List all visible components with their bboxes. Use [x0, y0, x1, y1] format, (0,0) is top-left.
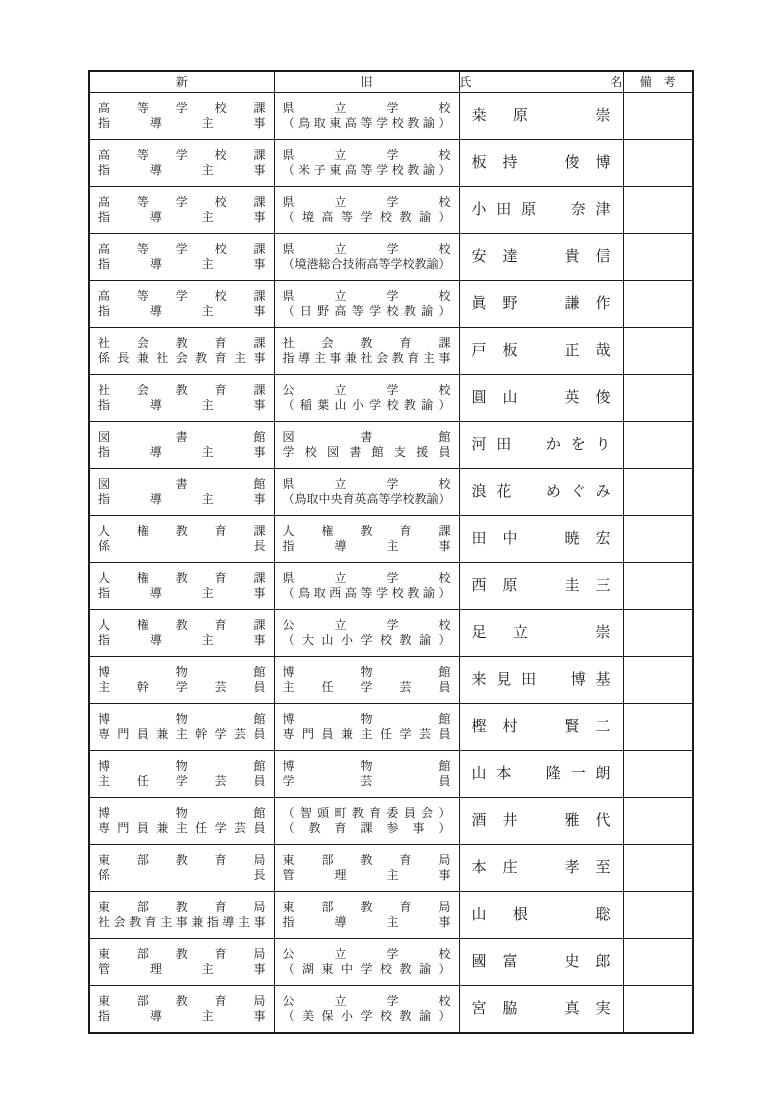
person-name: 宮脇 真実 [471, 1001, 611, 1017]
table-row [89, 751, 693, 798]
remarks-cell [623, 610, 693, 657]
remarks-cell [623, 845, 693, 892]
table-row [89, 281, 693, 328]
old-position-line1: 県立学校 [282, 289, 451, 303]
new-position-cell [89, 328, 274, 375]
remarks-cell [623, 281, 693, 328]
old-position-cell [274, 986, 459, 1034]
old-position-line2: （稲葉山小学校教諭） [282, 398, 451, 412]
person-name: 桒原 崇 [471, 108, 611, 124]
old-position-line1: 公立学校 [282, 383, 451, 397]
person-name: 安達 貴信 [471, 249, 611, 265]
name-cell [459, 610, 623, 657]
personnel-table [88, 70, 694, 1034]
new-position-cell [89, 469, 274, 516]
table-row [89, 657, 693, 704]
old-position-cell [274, 516, 459, 563]
remarks-cell [623, 657, 693, 704]
new-position-cell [89, 798, 274, 845]
header-remarks: 備 考 [623, 71, 693, 93]
person-name: 河田 かをり [471, 437, 611, 453]
old-position-line1: 東部教育局 [282, 900, 451, 914]
new-position-line2: 指導主事 [98, 210, 266, 224]
person-name: 浪花 めぐみ [471, 484, 611, 500]
old-position-line1: 公立学校 [282, 994, 451, 1008]
new-position-cell [89, 516, 274, 563]
old-position-cell [274, 563, 459, 610]
new-position-cell [89, 281, 274, 328]
new-position-cell [89, 610, 274, 657]
new-position-cell [89, 845, 274, 892]
new-position-line2: 社会教育主事兼指導主事 [98, 915, 266, 929]
new-position-line2: 係長 [98, 539, 266, 553]
new-position-cell [89, 657, 274, 704]
remarks-cell [623, 704, 693, 751]
header-row [89, 71, 693, 93]
person-name: 樫村 賢二 [471, 719, 611, 735]
person-name: 小田原 奈津 [471, 202, 611, 218]
remarks-cell [623, 892, 693, 939]
name-cell [459, 234, 623, 281]
old-position-line2: （湖東中学校教諭） [282, 962, 451, 976]
remarks-cell [623, 187, 693, 234]
table-row [89, 845, 693, 892]
old-position-line2: 専門員兼主任学芸員 [282, 727, 451, 741]
table-row [89, 986, 693, 1034]
person-name: 来見田 博基 [471, 672, 611, 688]
new-position-cell [89, 939, 274, 986]
remarks-cell [623, 986, 693, 1034]
person-name: 圓山 英俊 [471, 390, 611, 406]
old-position-cell [274, 798, 459, 845]
new-position-cell [89, 563, 274, 610]
old-position-line1: 公立学校 [282, 618, 451, 632]
name-cell [459, 328, 623, 375]
old-position-line1: 県立学校 [282, 195, 451, 209]
new-position-line1: 人権教育課 [98, 618, 266, 632]
old-position-line2: 指導主事 [282, 915, 451, 929]
old-position-cell [274, 892, 459, 939]
new-position-cell [89, 140, 274, 187]
remarks-cell [623, 798, 693, 845]
new-position-line1: 図書館 [98, 477, 266, 491]
name-cell [459, 281, 623, 328]
remarks-cell [623, 469, 693, 516]
old-position-line2: 指導主事 [282, 539, 451, 553]
old-position-line1: 公立学校 [282, 947, 451, 961]
remarks-cell [623, 422, 693, 469]
table-row [89, 892, 693, 939]
old-position-cell [274, 610, 459, 657]
old-position-line1: 人権教育課 [282, 524, 451, 538]
new-position-cell [89, 422, 274, 469]
new-position-line1: 博物館 [98, 712, 266, 726]
table-row [89, 939, 693, 986]
old-position-cell [274, 751, 459, 798]
new-position-line1: 社会教育課 [98, 336, 266, 350]
new-position-line1: 高等学校課 [98, 195, 266, 209]
old-position-line2: （鳥取東高等学校教諭） [282, 116, 451, 130]
name-cell [459, 563, 623, 610]
table-row [89, 234, 693, 281]
new-position-cell [89, 375, 274, 422]
new-position-line2: 指導主事 [98, 586, 266, 600]
new-position-line2: 専門員兼主幹学芸員 [98, 727, 266, 741]
old-position-line1: 図書館 [282, 430, 451, 444]
name-cell [459, 516, 623, 563]
old-position-cell [274, 657, 459, 704]
name-cell [459, 798, 623, 845]
table-row [89, 375, 693, 422]
new-position-line1: 人権教育課 [98, 571, 266, 585]
new-position-line2: 指導主事 [98, 304, 266, 318]
person-name: 山本 隆一朗 [471, 766, 611, 782]
name-cell [459, 140, 623, 187]
new-position-line1: 東部教育局 [98, 853, 266, 867]
new-position-line1: 博物館 [98, 806, 266, 820]
old-position-cell [274, 375, 459, 422]
name-cell [459, 704, 623, 751]
new-position-line2: 主幹学芸員 [98, 680, 266, 694]
table-row [89, 93, 693, 140]
name-cell [459, 375, 623, 422]
old-position-line1: 県立学校 [282, 148, 451, 162]
new-position-line2: 指導主事 [98, 257, 266, 271]
old-position-line1: 県立学校 [282, 477, 451, 491]
new-position-line2: 主任学芸員 [98, 774, 266, 788]
old-position-line1: 東部教育局 [282, 853, 451, 867]
new-position-line1: 社会教育課 [98, 383, 266, 397]
name-cell [459, 657, 623, 704]
person-name: 足立 崇 [471, 625, 611, 641]
old-position-cell [274, 469, 459, 516]
new-position-line1: 高等学校課 [98, 148, 266, 162]
person-name: 田中 暁宏 [471, 531, 611, 547]
old-position-cell [274, 704, 459, 751]
new-position-line1: 博物館 [98, 665, 266, 679]
table-row [89, 422, 693, 469]
old-position-line2: 指導主事兼社会教育主事 [282, 351, 451, 365]
new-position-line1: 博物館 [98, 759, 266, 773]
remarks-cell [623, 234, 693, 281]
name-cell [459, 187, 623, 234]
name-cell [459, 845, 623, 892]
old-position-line1: 県立学校 [282, 101, 451, 115]
old-position-line2: （日野高等学校教諭） [282, 304, 451, 318]
table-row [89, 798, 693, 845]
person-name: 酒井 雅代 [471, 813, 611, 829]
old-position-cell [274, 93, 459, 140]
new-position-line1: 図書館 [98, 430, 266, 444]
old-position-cell [274, 140, 459, 187]
old-position-cell [274, 281, 459, 328]
table-row [89, 516, 693, 563]
old-position-cell [274, 939, 459, 986]
old-position-line2: （境高等学校教諭） [282, 210, 451, 224]
name-cell [459, 986, 623, 1034]
table-row [89, 563, 693, 610]
new-position-cell [89, 187, 274, 234]
new-position-line2: 専門員兼主任学芸員 [98, 821, 266, 835]
remarks-cell [623, 939, 693, 986]
remarks-cell [623, 328, 693, 375]
old-position-line1: 県立学校 [282, 242, 451, 256]
new-position-line1: 東部教育局 [98, 900, 266, 914]
header-new: 新 [89, 71, 274, 93]
old-position-line1: 博物館 [282, 665, 451, 679]
new-position-line2: 指導主事 [98, 163, 266, 177]
person-name: 國富 史郎 [471, 954, 611, 970]
old-position-line2: 主任学芸員 [282, 680, 451, 694]
old-position-line2: 学校図書館支援員 [282, 445, 451, 459]
new-position-line2: 管理主事 [98, 962, 266, 976]
new-position-line2: 指導主事 [98, 492, 266, 506]
new-position-line2: 指導主事 [98, 445, 266, 459]
new-position-line2: 指導主事 [98, 633, 266, 647]
new-position-cell [89, 986, 274, 1034]
old-position-line1: 博物館 [282, 759, 451, 773]
old-position-cell [274, 328, 459, 375]
remarks-cell [623, 516, 693, 563]
person-name: 板持 俊博 [471, 155, 611, 171]
table-row [89, 328, 693, 375]
person-name: 眞野 謙作 [471, 296, 611, 312]
old-position-cell [274, 187, 459, 234]
table-body [89, 93, 693, 1034]
header-name: 氏名 [459, 71, 623, 93]
old-position-cell [274, 422, 459, 469]
table-row [89, 187, 693, 234]
new-position-line1: 人権教育課 [98, 524, 266, 538]
old-position-line1: （智頭町教育委員会） [282, 806, 451, 820]
new-position-line2: 係長 [98, 868, 266, 882]
new-position-line2: 係長兼社会教育主事 [98, 351, 266, 365]
remarks-cell [623, 93, 693, 140]
old-position-line2: （美保小学校教諭） [282, 1009, 451, 1023]
new-position-line2: 指導主事 [98, 1009, 266, 1023]
new-position-line1: 東部教育局 [98, 947, 266, 961]
table-row [89, 610, 693, 657]
old-position-cell [274, 234, 459, 281]
name-cell [459, 422, 623, 469]
new-position-line2: 指導主事 [98, 398, 266, 412]
new-position-cell [89, 234, 274, 281]
name-cell [459, 892, 623, 939]
name-cell [459, 93, 623, 140]
name-cell [459, 469, 623, 516]
remarks-cell [623, 140, 693, 187]
old-position-line2: （教育課参事） [282, 821, 451, 835]
new-position-line1: 高等学校課 [98, 289, 266, 303]
person-name: 西原 圭三 [471, 578, 611, 594]
remarks-cell [623, 751, 693, 798]
old-position-line1: 博物館 [282, 712, 451, 726]
old-position-cell [274, 845, 459, 892]
new-position-cell [89, 751, 274, 798]
remarks-cell [623, 563, 693, 610]
old-position-line1: 県立学校 [282, 571, 451, 585]
new-position-line1: 東部教育局 [98, 994, 266, 1008]
person-name: 本庄 孝至 [471, 860, 611, 876]
new-position-cell [89, 93, 274, 140]
old-position-line2: （大山小学校教諭） [282, 633, 451, 647]
name-cell [459, 751, 623, 798]
new-position-cell [89, 704, 274, 751]
old-position-line2: 学芸員 [282, 774, 451, 788]
table-row [89, 704, 693, 751]
table-row [89, 140, 693, 187]
old-position-line1: 社会教育課 [282, 336, 451, 350]
old-position-line2: 管理主事 [282, 868, 451, 882]
new-position-line1: 高等学校課 [98, 242, 266, 256]
table-header [89, 71, 693, 93]
old-position-line2: （鳥取西高等学校教諭） [282, 586, 451, 600]
new-position-cell [89, 892, 274, 939]
old-position-line2: （境港総合技術高等学校教諭） [282, 257, 451, 271]
name-cell [459, 939, 623, 986]
header-old: 旧 [274, 71, 459, 93]
old-position-line2: （米子東高等学校教諭） [282, 163, 451, 177]
person-name: 戸板 正哉 [471, 343, 611, 359]
person-name: 山根 聡 [471, 907, 611, 923]
remarks-cell [623, 375, 693, 422]
new-position-line1: 高等学校課 [98, 101, 266, 115]
table-row [89, 469, 693, 516]
new-position-line2: 指導主事 [98, 116, 266, 130]
old-position-line2: （鳥取中央育英高等学校教諭） [282, 492, 451, 506]
